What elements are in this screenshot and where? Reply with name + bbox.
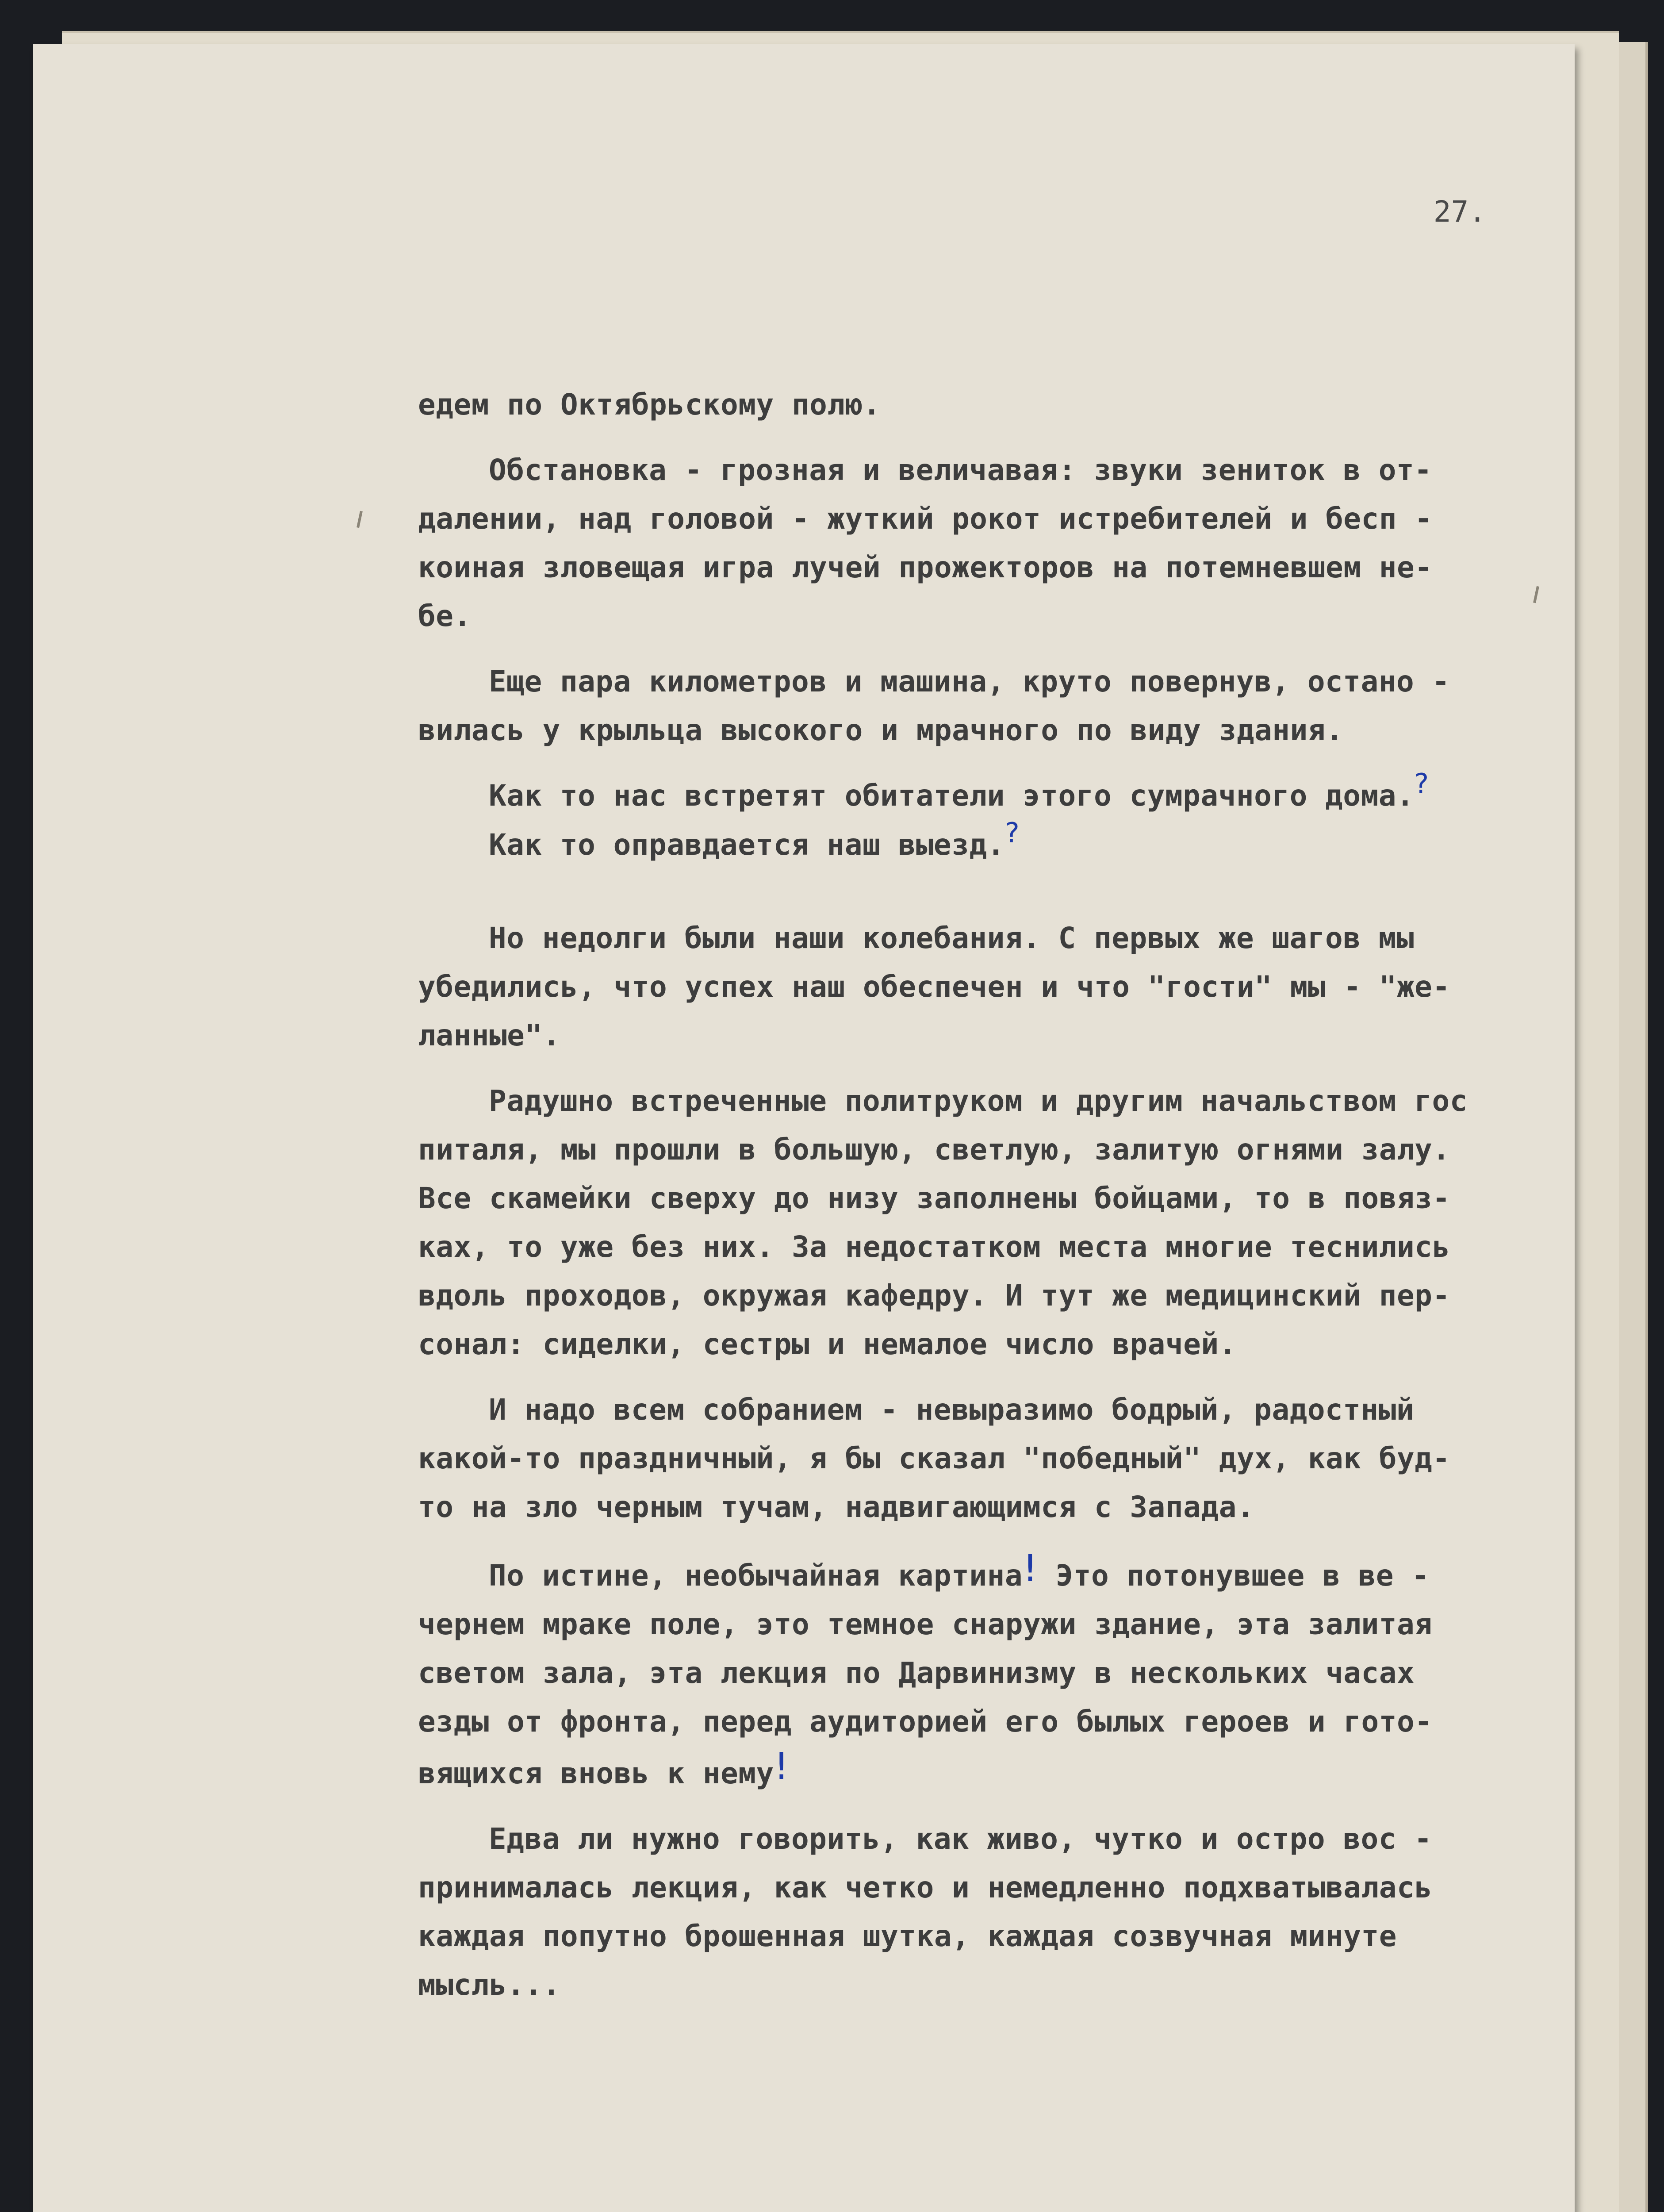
- text-line: Все скамейки сверху до низу заполнены бойцами, то в повяз-: [418, 1181, 1450, 1215]
- text-line: Обстановка - грозная и величавая: звуки зениток в от-: [489, 453, 1432, 487]
- text-line: убедились, что успех наш обеспечен и что "гости" мы - "же-: [418, 970, 1450, 1004]
- text-line: сонал: сиделки, сестры и немалое число врачей.: [418, 1327, 1237, 1361]
- text-line: едем по Октябрьскому полю.: [418, 388, 881, 422]
- text-segment: Как то оправдается наш выезд.: [489, 828, 1005, 862]
- text-line: [418, 1746, 1577, 1798]
- text-line: далении, над головой - жуткий рокот истребителей и бесп -: [418, 502, 1433, 536]
- text-line: Едва ли нужно говорить, как живо, чутко и остро вос -: [489, 1822, 1432, 1856]
- text-line: ланные".: [418, 1018, 560, 1052]
- text-line: то на зло черным тучам, надвигающимся с Запада.: [418, 1490, 1255, 1524]
- handwritten-exclamation-mark: !: [774, 1744, 789, 1788]
- text-line: каждая попутно брошенная шутка, каждая созвучная минуте: [418, 1919, 1397, 1953]
- text-line: мысль...: [418, 1968, 560, 2002]
- typewritten-page: [33, 44, 1575, 2212]
- paper-mark: [357, 511, 363, 528]
- text-line: Радушно встреченные политруком и другим начальством гос: [489, 1084, 1468, 1118]
- page-number: 27.: [1433, 195, 1486, 229]
- handwritten-question-mark: ?: [1414, 768, 1429, 800]
- handwritten-question-mark: ?: [1005, 817, 1020, 849]
- text-line: вдоль проходов, окружая кафедру. И тут же медицинский пер-: [418, 1279, 1450, 1313]
- text-line: [418, 817, 1577, 870]
- text-line: И надо всем собранием - невыразимо бодрый, радостный: [489, 1393, 1415, 1427]
- text-line: коиная зловещая игра лучей прожекторов на потемневшем не-: [418, 550, 1433, 584]
- text-line: [418, 1548, 1577, 1600]
- text-line: вилась у крыльца высокого и мрачного по виду здания.: [418, 713, 1344, 747]
- text-line: какой-то праздничный, я бы сказал "победный" дух, как буд-: [418, 1441, 1450, 1475]
- text-line: ках, то уже без них. За недостатком места многие теснились: [418, 1230, 1450, 1264]
- text-line: принималась лекция, как четко и немедленно подхватывалась: [418, 1870, 1433, 1905]
- text-segment: Как то нас встретят обитатели этого сумрачного дома.: [489, 779, 1415, 813]
- text-segment: Это потонувшее в ве -: [1038, 1559, 1430, 1593]
- document-body: [418, 380, 1577, 2009]
- text-line: светом зала, эта лекция по Дарвинизму в нескольких часах: [418, 1656, 1415, 1690]
- text-segment: По истине, необычайная картина: [489, 1559, 1023, 1593]
- text-line: бе.: [418, 599, 472, 633]
- text-line: езды от фронта, перед аудиторией его былых героев и гото-: [418, 1705, 1433, 1739]
- handwritten-exclamation-mark: !: [1023, 1547, 1038, 1590]
- text-line: [418, 768, 1577, 821]
- text-line: питаля, мы прошли в большую, светлую, залитую огнями залу.: [418, 1133, 1450, 1167]
- text-line: Еще пара километров и машина, круто повернув, остано -: [489, 664, 1450, 699]
- text-segment: вящихся вновь к нему: [418, 1756, 774, 1790]
- text-line: чернем мраке поле, это темное снаружи здание, эта залитая: [418, 1607, 1433, 1641]
- text-line: Но недолги были наши колебания. С первых же шагов мы: [489, 921, 1415, 955]
